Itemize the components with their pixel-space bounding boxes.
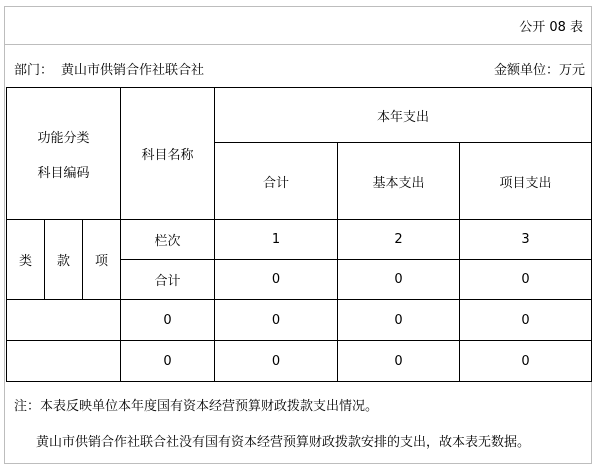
table-row	[7, 300, 592, 341]
row-basic-value: 0	[338, 300, 460, 341]
row-code-cell	[7, 341, 121, 382]
row-total-value: 0	[215, 260, 338, 300]
subject-name-header: 科目名称	[121, 88, 215, 220]
function-class-label: 功能分类	[37, 130, 90, 146]
total-header: 合计	[215, 143, 338, 220]
column-number: 2	[338, 220, 460, 260]
department-row	[14, 59, 204, 78]
expenditure-table	[6, 87, 592, 382]
department-name: 黄山市供销合作社联合社	[61, 63, 205, 78]
column-order-label: 栏次	[121, 220, 215, 260]
lei-header: 类	[7, 220, 45, 300]
row-total-value: 0	[215, 300, 338, 341]
subject-code-label: 科目编码	[37, 165, 90, 181]
column-number: 1	[215, 220, 338, 260]
row-basic-value: 0	[338, 260, 460, 300]
form-number: 公开 08 表	[519, 20, 583, 35]
department-label: 部门：	[14, 63, 54, 78]
function-class-header	[7, 88, 121, 220]
project-expenditure-header: 项目支出	[460, 143, 592, 220]
current-year-expenditure-header: 本年支出	[215, 88, 592, 143]
row-name: 合计	[121, 260, 215, 300]
row-code-cell	[7, 300, 121, 341]
row-name: 0	[121, 300, 215, 341]
row-project-value: 0	[460, 341, 592, 382]
divider-top	[4, 44, 592, 45]
row-project-value: 0	[460, 300, 592, 341]
kuan-header: 款	[45, 220, 83, 300]
amount-unit: 金额单位：万元	[493, 63, 585, 78]
table-note: 注：本表反映单位本年度国有资本经营预算财政拨款支出情况。	[14, 399, 379, 414]
row-total-value: 0	[215, 341, 338, 382]
column-number: 3	[460, 220, 592, 260]
no-data-statement: 黄山市供销合作社联合社没有国有资本经营预算财政拨款安排的支出，故本表无数据。	[36, 435, 531, 450]
row-name: 0	[121, 341, 215, 382]
table-row	[7, 341, 592, 382]
row-project-value: 0	[460, 260, 592, 300]
xiang-header: 项	[83, 220, 121, 300]
basic-expenditure-header: 基本支出	[338, 143, 460, 220]
row-basic-value: 0	[338, 341, 460, 382]
